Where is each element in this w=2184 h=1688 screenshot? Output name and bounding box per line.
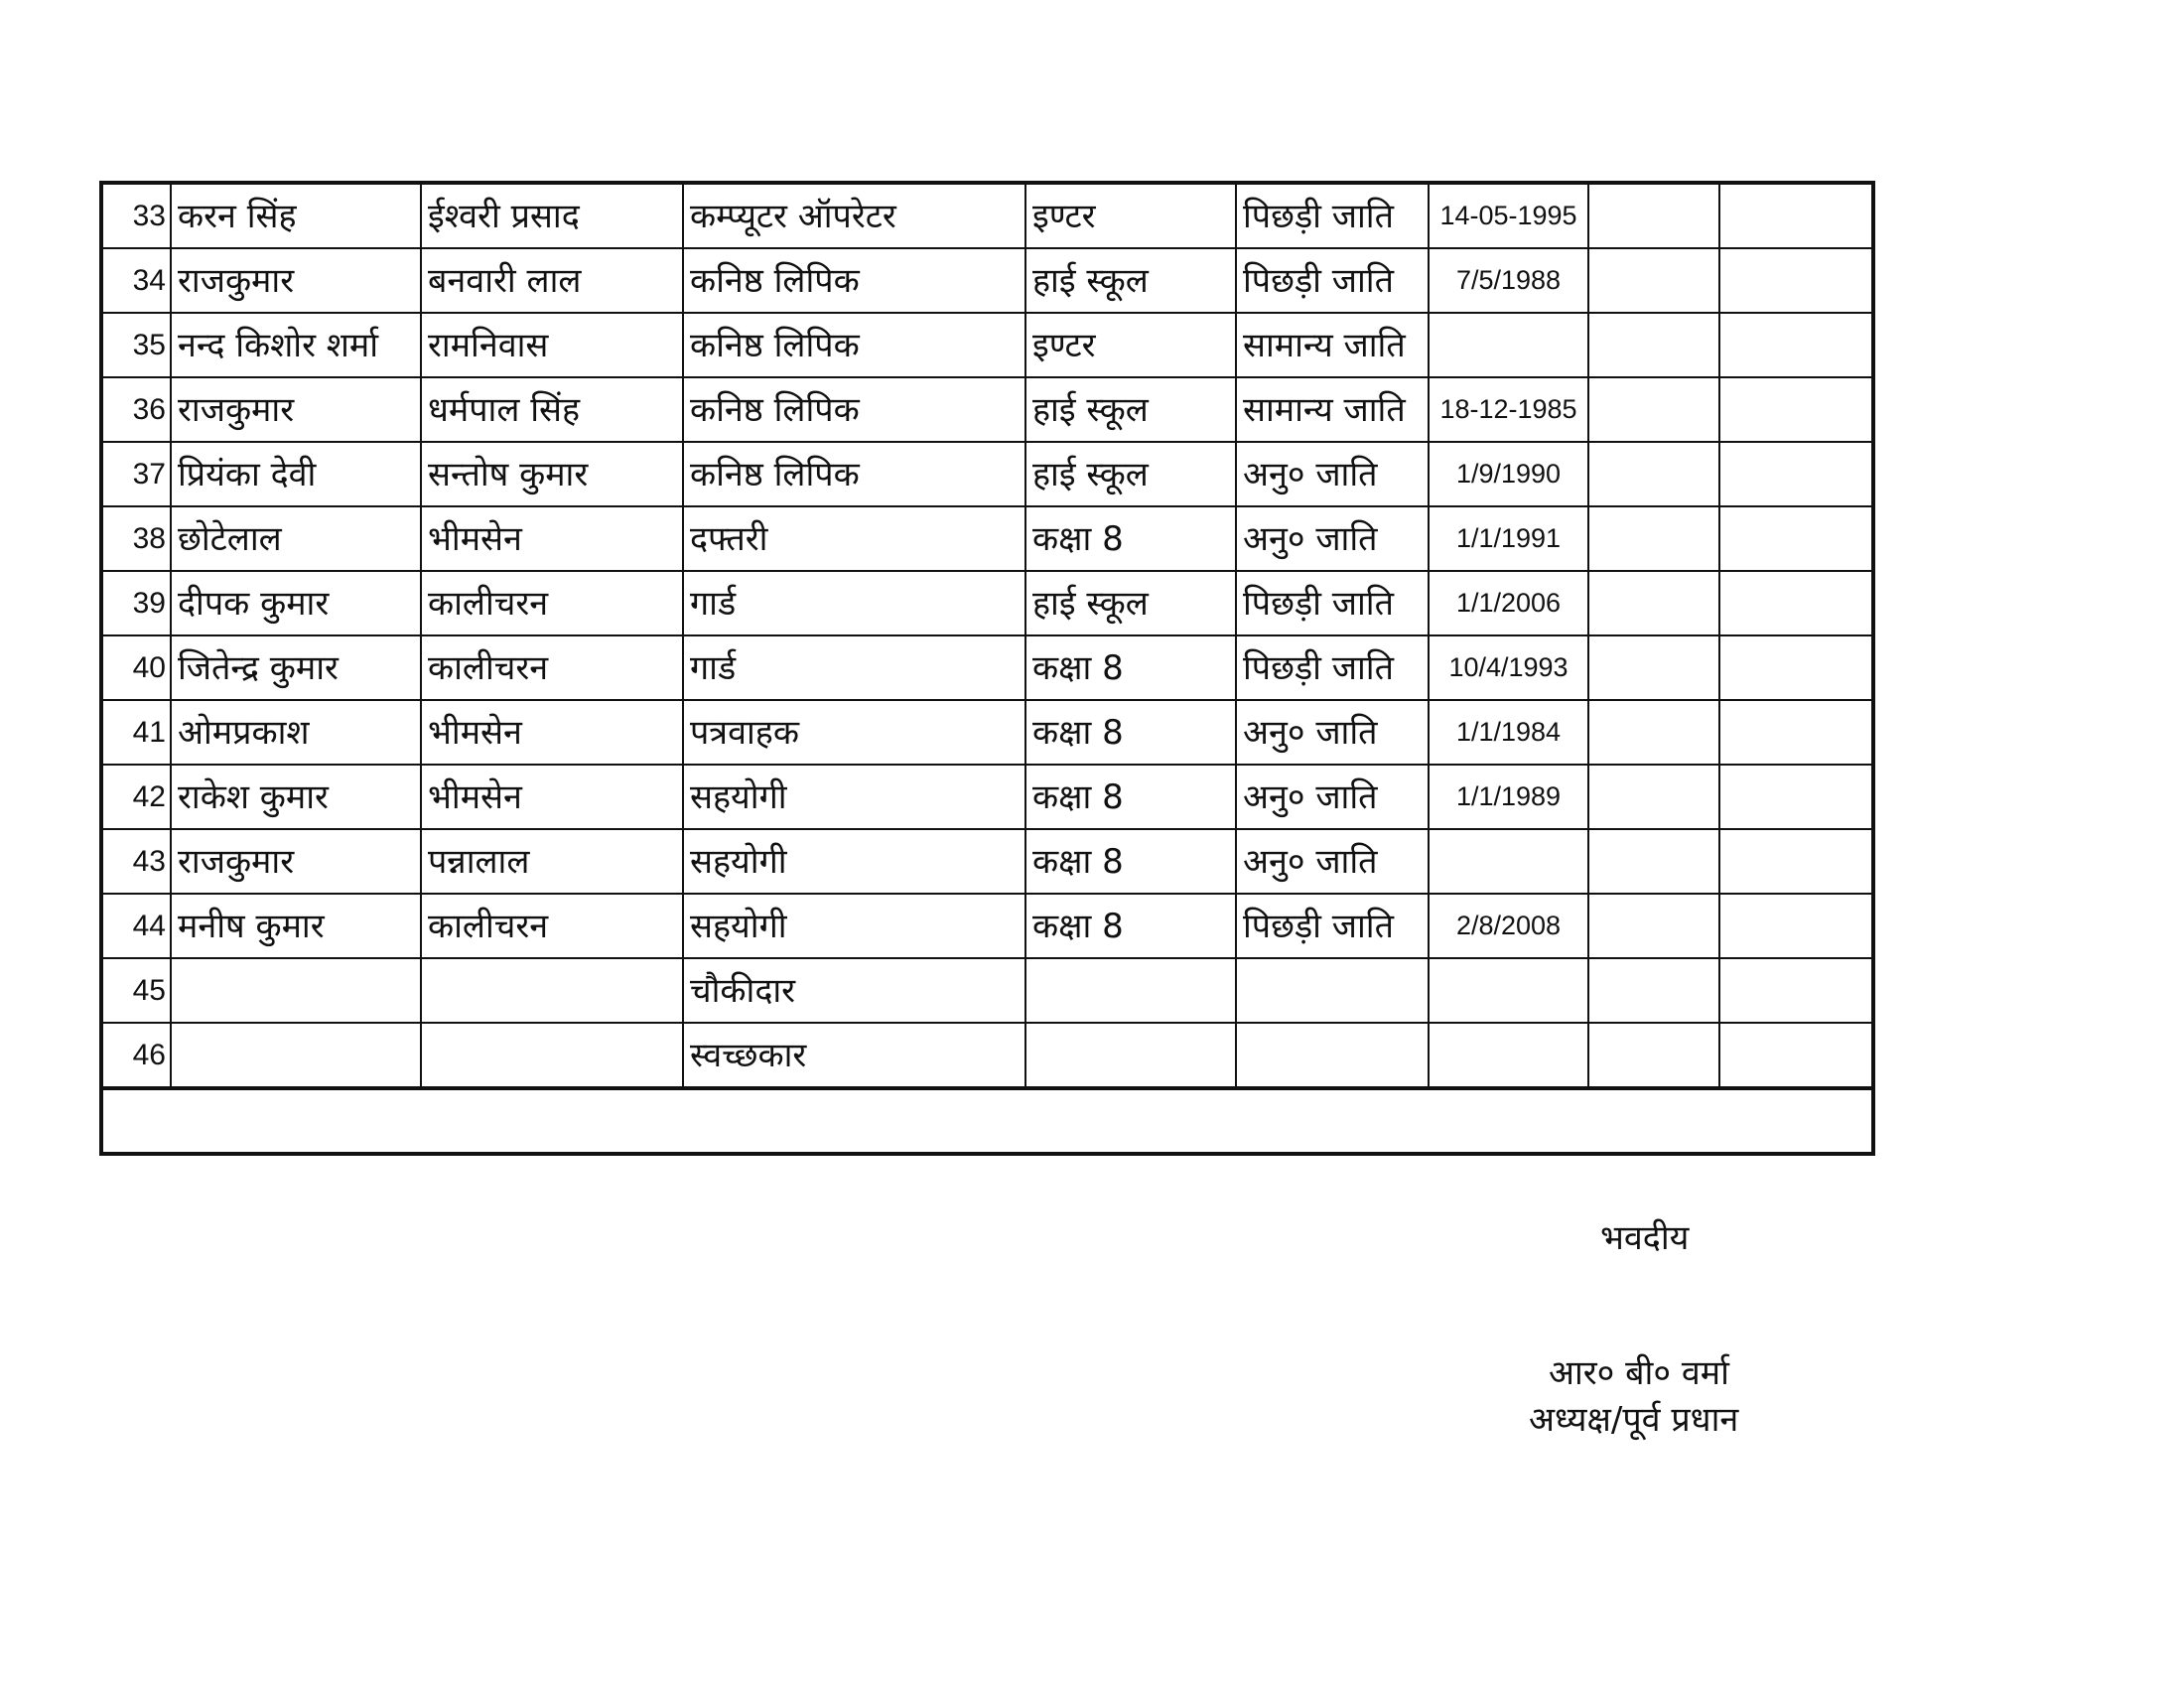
empty-cell xyxy=(1588,700,1719,765)
serial-number-cell: 41 xyxy=(101,700,171,765)
category-cell: पिछड़ी जाति xyxy=(1236,248,1429,313)
serial-number-cell: 37 xyxy=(101,442,171,506)
empty-cell xyxy=(1719,183,1873,248)
closing-salutation: भवदीय xyxy=(1600,1218,1690,1258)
category-cell: सामान्य जाति xyxy=(1236,313,1429,377)
employee-name-cell xyxy=(171,958,421,1023)
post-cell: कनिष्ठ लिपिक xyxy=(683,248,1025,313)
signer-title: अध्यक्ष/पूर्व प्रधान xyxy=(1529,1400,1739,1440)
employee-name-cell: करन सिंह xyxy=(171,183,421,248)
empty-cell xyxy=(1588,635,1719,700)
category-cell: अनु० जाति xyxy=(1236,506,1429,571)
date-cell xyxy=(1429,958,1588,1023)
father-name-cell: भीमसेन xyxy=(421,506,683,571)
table-row xyxy=(101,506,1873,571)
serial-number-cell: 44 xyxy=(101,894,171,958)
empty-cell xyxy=(1719,700,1873,765)
post-cell: गार्ड xyxy=(683,635,1025,700)
empty-cell xyxy=(1719,829,1873,894)
date-cell: 1/1/2006 xyxy=(1429,571,1588,635)
staff-table xyxy=(99,181,1875,1156)
empty-cell xyxy=(1588,829,1719,894)
category-cell: पिछड़ी जाति xyxy=(1236,635,1429,700)
serial-number-cell: 35 xyxy=(101,313,171,377)
table-row xyxy=(101,700,1873,765)
serial-number-cell: 34 xyxy=(101,248,171,313)
table-row xyxy=(101,571,1873,635)
empty-cell xyxy=(1719,894,1873,958)
employee-name-cell: राकेश कुमार xyxy=(171,765,421,829)
date-cell: 7/5/1988 xyxy=(1429,248,1588,313)
table-body xyxy=(101,183,1873,1154)
empty-cell xyxy=(1719,571,1873,635)
empty-cell xyxy=(1719,765,1873,829)
empty-cell xyxy=(1719,313,1873,377)
empty-cell xyxy=(1588,248,1719,313)
qualification-cell xyxy=(1025,1023,1236,1088)
empty-cell xyxy=(1719,506,1873,571)
table-row xyxy=(101,958,1873,1023)
father-name-cell: कालीचरन xyxy=(421,894,683,958)
category-cell: पिछड़ी जाति xyxy=(1236,894,1429,958)
serial-number-cell: 42 xyxy=(101,765,171,829)
employee-name-cell: राजकुमार xyxy=(171,829,421,894)
father-name-cell xyxy=(421,1023,683,1088)
table-row xyxy=(101,183,1873,248)
qualification-cell: हाई स्कूल xyxy=(1025,571,1236,635)
qualification-cell: कक्षा 8 xyxy=(1025,635,1236,700)
employee-name-cell: दीपक कुमार xyxy=(171,571,421,635)
table-row xyxy=(101,442,1873,506)
post-cell: पत्रवाहक xyxy=(683,700,1025,765)
father-name-cell: रामनिवास xyxy=(421,313,683,377)
employee-name-cell: मनीष कुमार xyxy=(171,894,421,958)
serial-number-cell: 40 xyxy=(101,635,171,700)
qualification-cell xyxy=(1025,958,1236,1023)
category-cell: अनु० जाति xyxy=(1236,765,1429,829)
category-cell: अनु० जाति xyxy=(1236,700,1429,765)
table-row xyxy=(101,894,1873,958)
date-cell xyxy=(1429,313,1588,377)
post-cell: सहयोगी xyxy=(683,894,1025,958)
serial-number-cell: 39 xyxy=(101,571,171,635)
date-cell: 2/8/2008 xyxy=(1429,894,1588,958)
serial-number-cell: 33 xyxy=(101,183,171,248)
empty-cell xyxy=(1588,894,1719,958)
table-row xyxy=(101,313,1873,377)
table-row xyxy=(101,829,1873,894)
empty-cell xyxy=(1719,1023,1873,1088)
date-cell: 14-05-1995 xyxy=(1429,183,1588,248)
employee-name-cell: प्रियंका देवी xyxy=(171,442,421,506)
category-cell: अनु० जाति xyxy=(1236,829,1429,894)
category-cell: अनु० जाति xyxy=(1236,442,1429,506)
father-name-cell: भीमसेन xyxy=(421,700,683,765)
father-name-cell: ईश्वरी प्रसाद xyxy=(421,183,683,248)
date-cell xyxy=(1429,1023,1588,1088)
father-name-cell xyxy=(421,958,683,1023)
serial-number-cell: 36 xyxy=(101,377,171,442)
employee-name-cell: नन्द किशोर शर्मा xyxy=(171,313,421,377)
category-cell xyxy=(1236,1023,1429,1088)
empty-cell xyxy=(1588,1023,1719,1088)
table-row xyxy=(101,635,1873,700)
qualification-cell: कक्षा 8 xyxy=(1025,894,1236,958)
empty-cell xyxy=(1719,958,1873,1023)
post-cell: गार्ड xyxy=(683,571,1025,635)
category-cell: पिछड़ी जाति xyxy=(1236,183,1429,248)
empty-cell xyxy=(1719,635,1873,700)
father-name-cell: भीमसेन xyxy=(421,765,683,829)
post-cell: सहयोगी xyxy=(683,829,1025,894)
post-cell: कनिष्ठ लिपिक xyxy=(683,313,1025,377)
date-cell xyxy=(1429,829,1588,894)
post-cell: दफ्तरी xyxy=(683,506,1025,571)
date-cell: 1/9/1990 xyxy=(1429,442,1588,506)
employee-name-cell: ओमप्रकाश xyxy=(171,700,421,765)
date-cell: 1/1/1984 xyxy=(1429,700,1588,765)
empty-cell xyxy=(1588,377,1719,442)
empty-cell xyxy=(1588,442,1719,506)
serial-number-cell: 46 xyxy=(101,1023,171,1088)
table-footer-row xyxy=(101,1088,1873,1154)
empty-cell xyxy=(1719,442,1873,506)
table-row xyxy=(101,1023,1873,1088)
category-cell xyxy=(1236,958,1429,1023)
father-name-cell: कालीचरन xyxy=(421,635,683,700)
father-name-cell: बनवारी लाल xyxy=(421,248,683,313)
post-cell: सहयोगी xyxy=(683,765,1025,829)
date-cell: 1/1/1989 xyxy=(1429,765,1588,829)
empty-cell xyxy=(1588,765,1719,829)
empty-cell xyxy=(1588,571,1719,635)
qualification-cell: कक्षा 8 xyxy=(1025,700,1236,765)
employee-name-cell: राजकुमार xyxy=(171,248,421,313)
date-cell: 1/1/1991 xyxy=(1429,506,1588,571)
employee-name-cell: जितेन्द्र कुमार xyxy=(171,635,421,700)
post-cell: कम्प्यूटर ऑपरेटर xyxy=(683,183,1025,248)
date-cell: 18-12-1985 xyxy=(1429,377,1588,442)
date-cell: 10/4/1993 xyxy=(1429,635,1588,700)
serial-number-cell: 43 xyxy=(101,829,171,894)
qualification-cell: हाई स्कूल xyxy=(1025,248,1236,313)
employee-name-cell: राजकुमार xyxy=(171,377,421,442)
post-cell: चौकीदार xyxy=(683,958,1025,1023)
empty-cell xyxy=(1588,313,1719,377)
father-name-cell: पन्नालाल xyxy=(421,829,683,894)
qualification-cell: हाई स्कूल xyxy=(1025,377,1236,442)
qualification-cell: इण्टर xyxy=(1025,313,1236,377)
category-cell: पिछड़ी जाति xyxy=(1236,571,1429,635)
table-row xyxy=(101,248,1873,313)
employee-name-cell xyxy=(171,1023,421,1088)
signer-name: आर० बी० वर्मा xyxy=(1549,1353,1729,1393)
post-cell: कनिष्ठ लिपिक xyxy=(683,442,1025,506)
empty-cell xyxy=(1588,958,1719,1023)
category-cell: सामान्य जाति xyxy=(1236,377,1429,442)
serial-number-cell: 45 xyxy=(101,958,171,1023)
father-name-cell: सन्तोष कुमार xyxy=(421,442,683,506)
empty-cell xyxy=(1588,506,1719,571)
qualification-cell: हाई स्कूल xyxy=(1025,442,1236,506)
footer-cell xyxy=(101,1088,1873,1154)
table-row xyxy=(101,765,1873,829)
employee-name-cell: छोटेलाल xyxy=(171,506,421,571)
father-name-cell: कालीचरन xyxy=(421,571,683,635)
father-name-cell: धर्मपाल सिंह xyxy=(421,377,683,442)
qualification-cell: कक्षा 8 xyxy=(1025,765,1236,829)
post-cell: कनिष्ठ लिपिक xyxy=(683,377,1025,442)
table-row xyxy=(101,377,1873,442)
empty-cell xyxy=(1588,183,1719,248)
qualification-cell: कक्षा 8 xyxy=(1025,506,1236,571)
serial-number-cell: 38 xyxy=(101,506,171,571)
post-cell: स्वच्छकार xyxy=(683,1023,1025,1088)
empty-cell xyxy=(1719,248,1873,313)
qualification-cell: इण्टर xyxy=(1025,183,1236,248)
qualification-cell: कक्षा 8 xyxy=(1025,829,1236,894)
empty-cell xyxy=(1719,377,1873,442)
